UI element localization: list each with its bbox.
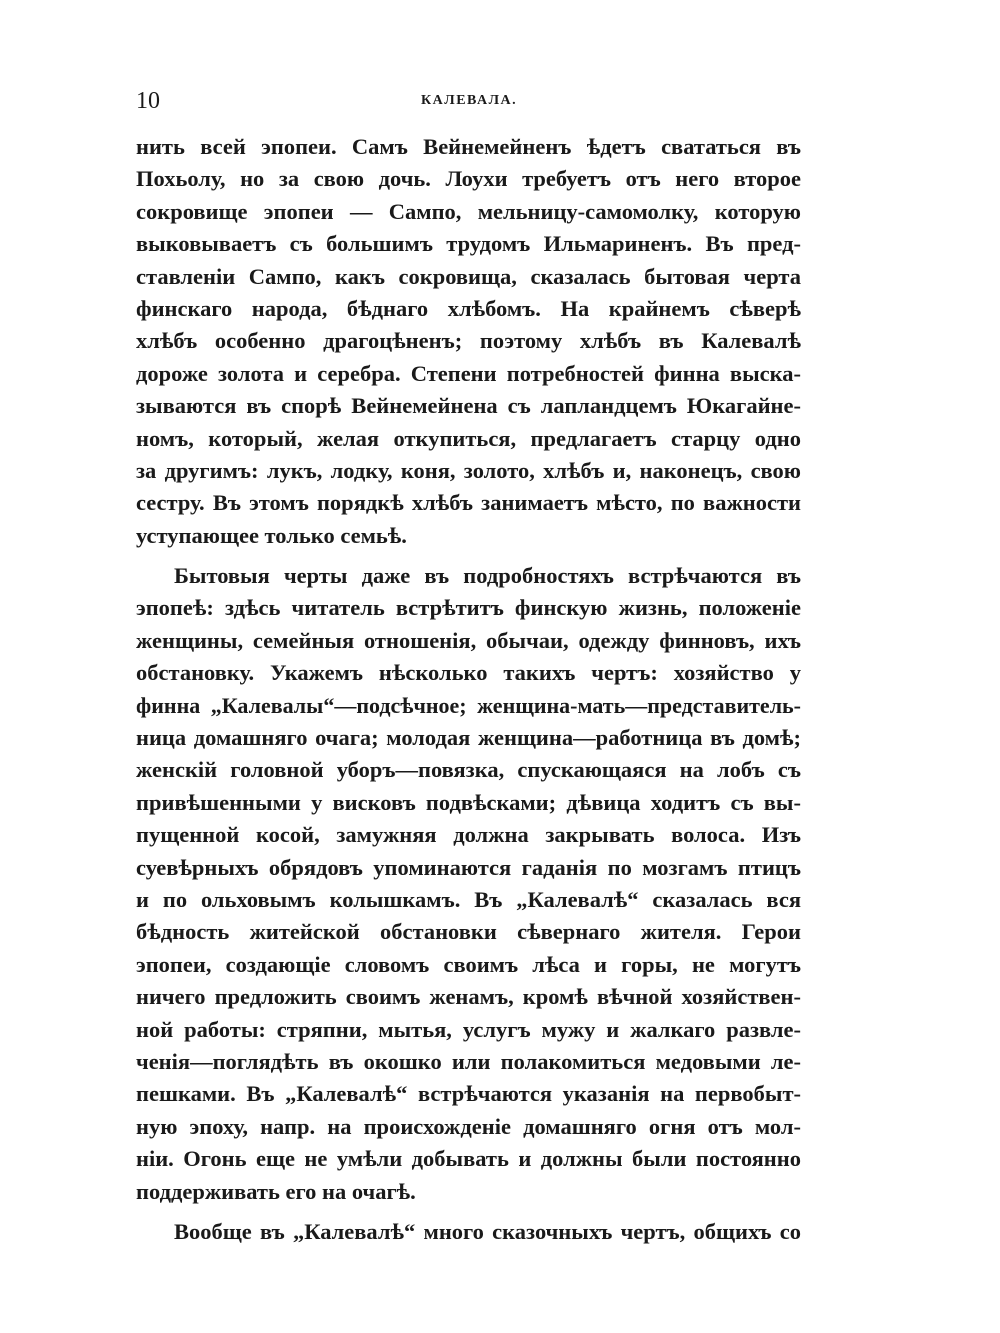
text-line: пущенной косой, замужняя должна закрывать волоса. Изъ [136,822,801,848]
text-line: хлѣбъ особенно драгоцѣненъ; поэтому хлѣбъ въ Калевалѣ [136,328,801,354]
page-header [136,86,801,116]
text-line: финна „Калевалы“—подсѣчное; женщина-мать—представитель- [136,692,801,718]
text-line: нить всей эпопеи. Самъ Вейнемейненъ ѣдетъ свататься въ [136,134,801,159]
paragraph [136,560,801,1208]
text-line: номъ, который, желая откупиться, предлагаетъ старцу одно [136,425,801,451]
text-line: обстановку. Укажемъ нѣсколько такихъ чертъ: хозяйство у [136,660,801,686]
text-line: бѣдность житейской обстановки сѣвернаго жителя. Герои [136,919,801,945]
paragraph-gap [136,552,801,560]
text-line: эпопеѣ: здѣсь читатель встрѣтитъ финскую жизнь, положеніе [136,595,801,621]
text-line: ченія—поглядѣть въ окошко или полакомиться медовыми ле- [136,1048,801,1074]
text-line: и по ольховымъ колышкамъ. Въ „Калевалѣ“ сказалась вся [136,886,801,912]
text-line: пешками. Въ „Калевалѣ“ встрѣчаются указанія на первобыт- [136,1081,801,1107]
text-line: за другимъ: лукъ, лодку, коня, золото, хлѣбъ и, наконецъ, свою [136,457,801,483]
text-line: женскій головной уборъ—повязка, спускающаяся на лобъ съ [136,757,801,783]
text-line: выковываетъ съ большимъ трудомъ Ильмариненъ. Въ пред- [136,231,801,257]
text-line: зываются въ спорѣ Вейнемейнена съ лапландцемъ Юкагайне- [136,393,801,419]
text-line: привѣшенными у висковъ подвѣсками; дѣвица ходитъ съ вы- [136,789,801,815]
text-line: сестру. Въ этомъ порядкѣ хлѣбъ занимаетъ мѣсто, по важности [136,490,801,516]
text-line: ница домашняго очага; молодая женщина—работница въ домѣ; [136,725,801,751]
paragraph [136,1216,801,1248]
text-line: эпопеи, создающіе словомъ своимъ лѣса и горы, не могутъ [136,951,801,977]
text-line: ніи. Огонь еще не умѣли добывать и должны были постоянно [136,1146,801,1172]
text-line: суевѣрныхъ обрядовъ упоминаются гаданія по мозгамъ птицъ [136,854,801,880]
text-line: Бытовыя черты даже въ подробностяхъ встрѣчаются въ [174,563,801,589]
page-number: 10 [136,88,160,114]
paragraph-gap [136,1208,801,1216]
text-line: ную эпоху, напр. на происхожденіе домашняго огня отъ мол- [136,1113,801,1139]
paragraph [136,131,801,552]
text-line: дороже золота и серебра. Степени потребностей финна выска- [136,360,801,386]
text-line: женщины, семейныя отношенія, обычаи, одежду финновъ, ихъ [136,627,801,653]
text-line: Вообще въ „Калевалѣ“ много сказочныхъ чертъ, общихъ со [174,1218,801,1244]
text-line: ной работы: стряпни, мытья, услугъ мужу и жалкаго развле- [136,1016,801,1042]
text-line: Похьолу, но за свою дочь. Лоухи требуетъ отъ него второе [136,166,801,192]
text-line: ничего предложить своимъ женамъ, кромѣ вѣчной хозяйствен- [136,984,801,1010]
text-line: сокровище эпопеи — Сампо, мельницу-самомолку, которую [136,198,801,224]
text-line: поддерживать его на очагѣ. [136,1178,416,1204]
body-text [136,131,801,1248]
running-title: КАЛЕВАЛА. [421,93,518,108]
text-line: финскаго народа, бѣднаго хлѣбомъ. На крайнемъ сѣверѣ [136,295,801,321]
text-line: уступающее только семьѣ. [136,522,407,548]
text-line: ставленіи Сампо, какъ сокровища, сказалась бытовая черта [136,263,801,289]
